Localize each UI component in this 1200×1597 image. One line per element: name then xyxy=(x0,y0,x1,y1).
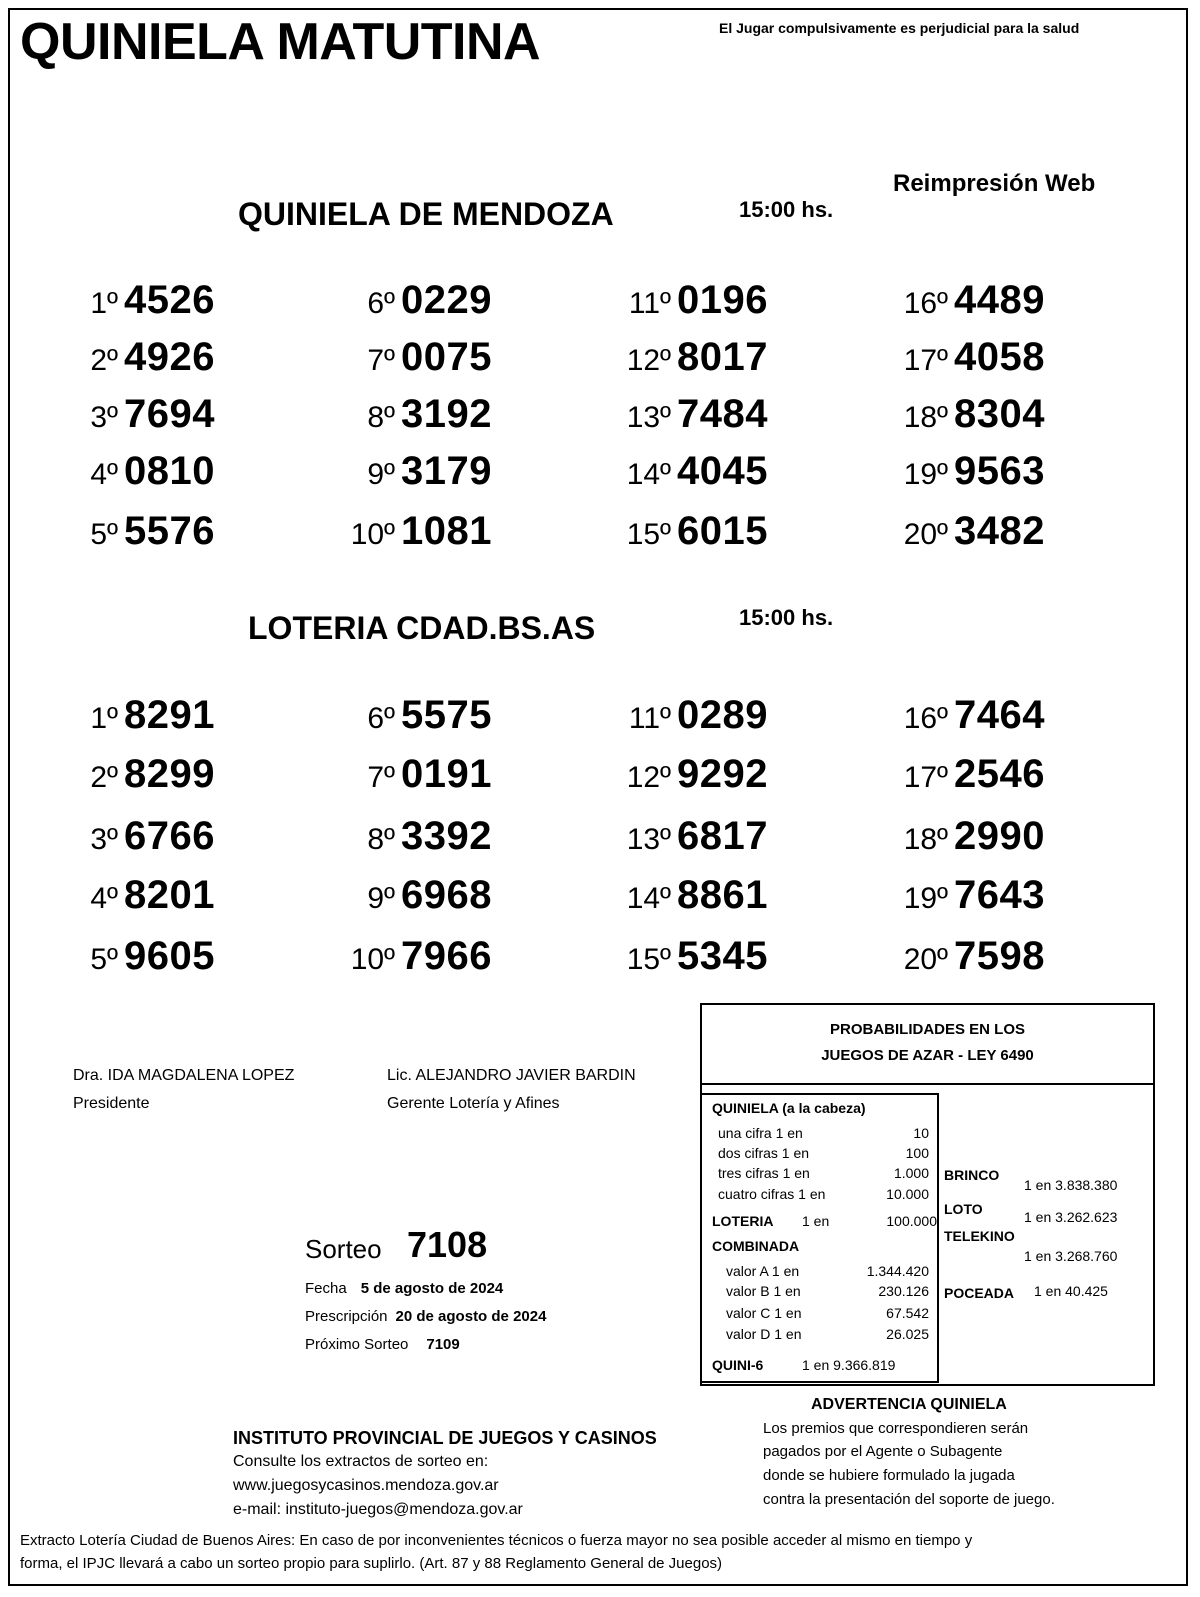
quiniela-row-label: dos cifras 1 en xyxy=(718,1145,810,1161)
result-number: 5575 xyxy=(401,693,492,737)
result-position: 19º xyxy=(903,882,949,915)
result-number: 9605 xyxy=(124,934,215,978)
quiniela-row-label: una cifra 1 en xyxy=(718,1125,803,1141)
quiniela-row-value: 1.000 xyxy=(893,1165,929,1181)
result-cell xyxy=(70,335,215,380)
result-cell xyxy=(623,814,768,859)
result-number: 8861 xyxy=(677,873,768,917)
brinco-label: BRINCO xyxy=(944,1167,1000,1183)
result-cell xyxy=(900,335,1045,380)
quiniela-row-value: 10.000 xyxy=(886,1186,929,1202)
result-number: 3392 xyxy=(401,814,492,858)
result-number: 2546 xyxy=(954,752,1045,796)
result-number: 0191 xyxy=(401,752,492,796)
result-number: 8299 xyxy=(124,752,215,796)
draw-number: 7108 xyxy=(407,1224,488,1265)
advertencia-line: Los premios que correspondieren serán xyxy=(763,1420,1029,1437)
result-cell xyxy=(70,752,215,797)
result-number: 2990 xyxy=(954,814,1045,858)
result-number: 3482 xyxy=(954,509,1045,553)
probabilities-header xyxy=(702,1005,1153,1085)
brinco-value: 1 en 3.838.380 xyxy=(1024,1177,1118,1193)
draw-prescription-label: Prescripción xyxy=(305,1308,388,1325)
result-cell xyxy=(900,693,1045,738)
result-position: 4º xyxy=(90,458,119,491)
result-position: 7º xyxy=(367,761,396,794)
quiniela-row-value: 100 xyxy=(905,1145,929,1161)
probabilities-title-2: JUEGOS DE AZAR - LEY 6490 xyxy=(821,1047,1034,1064)
institute-consult: Consulte los extractos de sorteo en: xyxy=(233,1453,489,1470)
loteria-value: 100.000 xyxy=(886,1213,937,1229)
result-position: 11º xyxy=(628,287,672,320)
result-cell xyxy=(623,509,768,554)
result-number: 5345 xyxy=(677,934,768,978)
result-cell xyxy=(623,278,768,323)
result-position: 7º xyxy=(367,344,396,377)
result-cell xyxy=(70,814,215,859)
draw-date: 5 de agosto de 2024 xyxy=(360,1280,504,1297)
quini6-value: 1 en 9.366.819 xyxy=(802,1357,896,1373)
result-cell xyxy=(347,449,492,494)
result-number: 3179 xyxy=(401,449,492,493)
result-cell xyxy=(623,693,768,738)
result-number: 1081 xyxy=(401,509,492,553)
result-cell xyxy=(623,335,768,380)
combinada-row-label: valor B 1 en xyxy=(726,1283,801,1299)
signature-role: Presidente xyxy=(73,1095,150,1112)
result-number: 0289 xyxy=(677,693,768,737)
loteria-mid: 1 en xyxy=(802,1213,830,1229)
result-position: 1º xyxy=(90,702,119,735)
result-cell xyxy=(347,814,492,859)
gambling-warning: El Jugar compulsivamente es perjudicial para la salud xyxy=(719,20,1080,36)
result-number: 4045 xyxy=(677,449,768,493)
result-number: 7966 xyxy=(401,934,492,978)
result-cell xyxy=(900,934,1045,979)
draw-prescription-row xyxy=(305,1308,546,1325)
signature-name: Dra. IDA MAGDALENA LOPEZ xyxy=(73,1067,295,1084)
result-number: 8291 xyxy=(124,693,215,737)
result-cell xyxy=(623,752,768,797)
result-cell xyxy=(70,278,215,323)
result-position: 3º xyxy=(90,823,119,856)
result-position: 2º xyxy=(90,344,119,377)
draw-prescription: 20 de agosto de 2024 xyxy=(395,1308,547,1325)
section-title-mendoza: QUINIELA DE MENDOZA xyxy=(238,196,614,232)
result-position: 12º xyxy=(626,761,672,794)
combinada-row-value: 230.126 xyxy=(878,1283,929,1299)
result-position: 8º xyxy=(367,823,396,856)
result-number: 4489 xyxy=(954,278,1045,322)
result-position: 10º xyxy=(350,943,396,976)
result-position: 17º xyxy=(903,344,949,377)
result-position: 13º xyxy=(626,401,672,434)
result-cell xyxy=(900,509,1045,554)
result-position: 16º xyxy=(903,702,949,735)
result-cell xyxy=(900,814,1045,859)
signature-president xyxy=(73,1062,294,1118)
result-number: 6968 xyxy=(401,873,492,917)
footer-line-2: forma, el IPJC llevará a cabo un sorteo propio para suplirlo. (Art. 87 y 88 Reglamento General de Juegos) xyxy=(20,1555,723,1572)
result-position: 5º xyxy=(90,518,119,551)
result-position: 3º xyxy=(90,401,119,434)
result-position: 9º xyxy=(367,458,396,491)
result-number: 5576 xyxy=(124,509,215,553)
result-position: 12º xyxy=(626,344,672,377)
result-cell xyxy=(70,873,215,918)
combinada-row-value: 26.025 xyxy=(886,1326,929,1342)
result-number: 6015 xyxy=(677,509,768,553)
result-position: 20º xyxy=(903,943,949,976)
result-position: 14º xyxy=(626,458,672,491)
institute-email: e-mail: instituto-juegos@mendoza.gov.ar xyxy=(233,1501,523,1518)
section-time-loteria: 15:00 hs. xyxy=(739,605,834,630)
result-number: 8304 xyxy=(954,392,1045,436)
result-position: 16º xyxy=(903,287,949,320)
next-draw-row xyxy=(305,1336,460,1353)
result-position: 19º xyxy=(903,458,949,491)
result-position: 9º xyxy=(367,882,396,915)
loteria-label: LOTERIA xyxy=(712,1213,774,1229)
probabilities-title-1: PROBABILIDADES EN LOS xyxy=(829,1021,1025,1038)
advertencia-line: contra la presentación del soporte de juego. xyxy=(763,1491,1055,1508)
result-cell xyxy=(347,752,492,797)
result-cell xyxy=(70,509,215,554)
signature-name: Lic. ALEJANDRO JAVIER BARDIN xyxy=(387,1067,636,1084)
result-position: 11º xyxy=(628,702,672,735)
result-position: 8º xyxy=(367,401,396,434)
result-position: 18º xyxy=(903,401,949,434)
result-number: 7694 xyxy=(124,392,215,436)
reprint-label: Reimpresión Web xyxy=(893,170,1096,197)
combinada-row-label: valor D 1 en xyxy=(726,1326,802,1342)
result-cell xyxy=(623,873,768,918)
result-number: 4526 xyxy=(124,278,215,322)
result-position: 20º xyxy=(903,518,949,551)
probabilities-box xyxy=(700,1003,1155,1386)
quiniela-row-label: cuatro cifras 1 en xyxy=(718,1186,826,1202)
draw-date-row xyxy=(305,1280,503,1297)
result-cell xyxy=(347,934,492,979)
result-number: 6766 xyxy=(124,814,215,858)
result-position: 17º xyxy=(903,761,949,794)
result-number: 4058 xyxy=(954,335,1045,379)
result-position: 5º xyxy=(90,943,119,976)
draw-date-label: Fecha xyxy=(305,1280,347,1297)
combinada-label: COMBINADA xyxy=(712,1238,800,1254)
result-position: 15º xyxy=(626,943,672,976)
result-number: 8201 xyxy=(124,873,215,917)
page-title: QUINIELA MATUTINA xyxy=(20,13,541,71)
probabilities-left-panel xyxy=(702,1093,939,1383)
result-cell xyxy=(347,509,492,554)
result-number: 6817 xyxy=(677,814,768,858)
result-cell xyxy=(900,752,1045,797)
result-position: 6º xyxy=(367,287,396,320)
result-number: 7598 xyxy=(954,934,1045,978)
result-cell xyxy=(623,449,768,494)
signature-manager xyxy=(387,1062,636,1118)
loto-label: LOTO xyxy=(944,1201,983,1217)
result-number: 7484 xyxy=(677,392,768,436)
result-number: 0810 xyxy=(124,449,215,493)
result-cell xyxy=(900,873,1045,918)
combinada-row-value: 67.542 xyxy=(886,1305,929,1321)
result-position: 13º xyxy=(626,823,672,856)
result-cell xyxy=(900,392,1045,437)
quiniela-label: QUINIELA (a la cabeza) xyxy=(712,1100,866,1116)
institute-name: INSTITUTO PROVINCIAL DE JUEGOS Y CASINOS xyxy=(233,1428,657,1448)
footer-line-1: Extracto Lotería Ciudad de Buenos Aires: En caso de por inconvenientes técnicos o fuerza mayor no sea posible acceder al mismo en tiempo y xyxy=(20,1532,973,1549)
result-number: 0075 xyxy=(401,335,492,379)
result-cell xyxy=(347,693,492,738)
result-position: 10º xyxy=(350,518,396,551)
result-position: 18º xyxy=(903,823,949,856)
result-position: 6º xyxy=(367,702,396,735)
result-number: 3192 xyxy=(401,392,492,436)
result-number: 0196 xyxy=(677,278,768,322)
advertencia-line: donde se hubiere formulado la jugada xyxy=(763,1467,1015,1484)
institute-website: www.juegosycasinos.mendoza.gov.ar xyxy=(233,1477,499,1494)
result-number: 9563 xyxy=(954,449,1045,493)
result-number: 7643 xyxy=(954,873,1045,917)
result-cell xyxy=(900,449,1045,494)
result-cell xyxy=(70,934,215,979)
combinada-row-label: valor A 1 en xyxy=(726,1263,800,1279)
result-number: 8017 xyxy=(677,335,768,379)
result-cell xyxy=(70,449,215,494)
result-cell xyxy=(900,278,1045,323)
advertencia-title: ADVERTENCIA QUINIELA xyxy=(811,1396,1007,1413)
result-cell xyxy=(70,693,215,738)
result-cell xyxy=(623,392,768,437)
result-number: 4926 xyxy=(124,335,215,379)
result-position: 4º xyxy=(90,882,119,915)
section-time-mendoza: 15:00 hs. xyxy=(739,197,834,222)
quini6-label: QUINI-6 xyxy=(712,1357,764,1373)
telekino-value: 1 en 3.268.760 xyxy=(1024,1248,1118,1264)
next-draw-number: 7109 xyxy=(426,1336,460,1353)
quiniela-row-label: tres cifras 1 en xyxy=(718,1165,810,1181)
combinada-row-value: 1.344.420 xyxy=(866,1263,929,1279)
result-number: 7464 xyxy=(954,693,1045,737)
result-number: 9292 xyxy=(677,752,768,796)
result-cell xyxy=(347,392,492,437)
loto-value: 1 en 3.262.623 xyxy=(1024,1209,1118,1225)
result-position: 2º xyxy=(90,761,119,794)
section-title-loteria: LOTERIA CDAD.BS.AS xyxy=(248,610,596,646)
result-cell xyxy=(347,873,492,918)
quiniela-row-value: 10 xyxy=(913,1125,929,1141)
result-position: 14º xyxy=(626,882,672,915)
result-cell xyxy=(623,934,768,979)
combinada-row-label: valor C 1 en xyxy=(726,1305,802,1321)
advertencia-line: pagados por el Agente o Subagente xyxy=(763,1443,1003,1460)
poceada-label: POCEADA xyxy=(944,1285,1015,1301)
result-number: 0229 xyxy=(401,278,492,322)
result-position: 1º xyxy=(90,287,119,320)
result-cell xyxy=(347,335,492,380)
result-cell xyxy=(70,392,215,437)
result-cell xyxy=(347,278,492,323)
telekino-label: TELEKINO xyxy=(944,1228,1015,1244)
poceada-value: 1 en 40.425 xyxy=(1034,1283,1108,1299)
signature-role: Gerente Lotería y Afines xyxy=(387,1095,560,1112)
draw-label: Sorteo xyxy=(305,1234,382,1264)
result-position: 15º xyxy=(626,518,672,551)
next-draw-label: Próximo Sorteo xyxy=(305,1336,409,1353)
